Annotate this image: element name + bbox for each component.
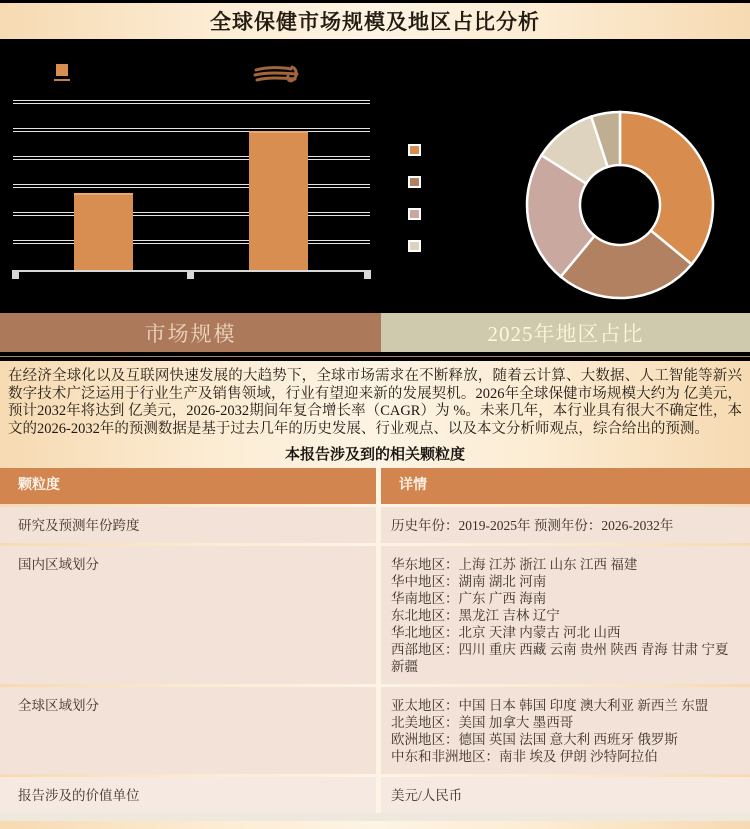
detail-line: 亚太地区：中国 日本 韩国 印度 澳大利亚 新西兰 东盟	[391, 698, 709, 713]
table-row-label: 研究及预测年份跨度	[0, 507, 376, 543]
detail-line: 美元/人民币	[391, 788, 463, 803]
title-bar	[0, 3, 750, 39]
legend-swatch-fill	[410, 178, 419, 186]
table-row-label: 国内区域划分	[0, 546, 376, 684]
bar-legend-swatch	[56, 64, 68, 76]
x-axis-tick	[364, 270, 371, 279]
granularity-table	[0, 468, 750, 813]
gridline	[13, 156, 370, 160]
detail-line: 欧洲地区：德国 英国 法国 意大利 西班牙 俄罗斯	[391, 732, 678, 747]
table-row-details	[381, 507, 750, 543]
section-banners	[0, 313, 750, 352]
table-row-details	[381, 687, 750, 774]
donut-chart	[520, 105, 720, 305]
table-row-label: 报告涉及的价值单位	[0, 777, 376, 813]
legend-swatch-fill	[410, 210, 419, 218]
x-axis-tick	[12, 270, 19, 279]
bar-legend-underline	[54, 79, 70, 81]
banner-region-share: 2025年地区占比	[381, 313, 750, 352]
donut-legend-swatch	[408, 208, 421, 220]
gridline	[13, 184, 370, 188]
detail-line: 西部地区：四川 重庆 西藏 云南 贵州 陕西 青海 甘肃 宁夏 新疆	[391, 642, 729, 674]
table-title: 本报告涉及到的相关颗粒度	[284, 447, 465, 463]
gridline	[13, 240, 370, 244]
detail-line: 华北地区：北京 天津 内蒙古 河北 山西	[391, 625, 621, 640]
table-header-granularity: 颗粒度	[0, 468, 376, 504]
legend-swatch-fill	[410, 146, 419, 154]
banner-market-size: 市场规模	[0, 313, 381, 352]
x-axis-tick	[187, 270, 194, 279]
detail-line: 华中地区：湖南 湖北 河南	[391, 574, 547, 589]
donut-legend-swatch	[408, 240, 421, 252]
orange-scribble-watermark	[253, 60, 303, 88]
bottom-strip	[0, 813, 750, 821]
chart-area	[0, 39, 750, 313]
detail-line: 华东地区：上海 江苏 浙江 山东 江西 福建	[391, 557, 638, 572]
detail-line: 东北地区：黑龙江 吉林 辽宁	[391, 608, 560, 623]
detail-line: 北美地区：美国 加拿大 墨西哥	[391, 715, 574, 730]
legend-swatch-fill	[410, 242, 419, 250]
bar-series-1	[249, 131, 308, 270]
separator-line	[0, 352, 750, 361]
detail-line: 中东和非洲地区：南非 埃及 伊朗 沙特阿拉伯	[391, 749, 658, 764]
page-title: 全球保健市场规模及地区占比分析	[210, 10, 540, 34]
table-row-details	[381, 777, 750, 813]
table-header-detail: 详情	[381, 468, 750, 504]
gridline	[13, 100, 370, 104]
bar-series-1	[74, 193, 133, 270]
donut-legend-swatch	[408, 176, 421, 188]
gridline	[13, 128, 370, 132]
table-row-label: 全球区域划分	[0, 687, 376, 774]
intro-paragraph: 在经济全球化以及互联网快速发展的大趋势下，全球市场需求在不断释放，随着云计算、大数据、人工智能等新兴数字技术广泛运用于行业生产及销售领域，行业有望迎来新的发展契机。2026年全球保健市场规模大约为 亿美元，预计2032年将达到 亿美元，2026-2032期间年复合增长率（CAGR）为 %。未来几年，本行业具有很大不确定性，本文的2026-2032年的预测数据是基于过去几年的历史发展、行业观点、以及本文分析师观点，综合给出的预测。	[8, 368, 742, 437]
donut-legend-swatch	[408, 144, 421, 156]
table-row-details	[381, 546, 750, 684]
detail-line: 历史年份：2019-2025年 预测年份：2026-2032年	[391, 518, 674, 533]
gridline	[13, 212, 370, 216]
detail-line: 华南地区：广东 广西 海南	[391, 591, 547, 606]
